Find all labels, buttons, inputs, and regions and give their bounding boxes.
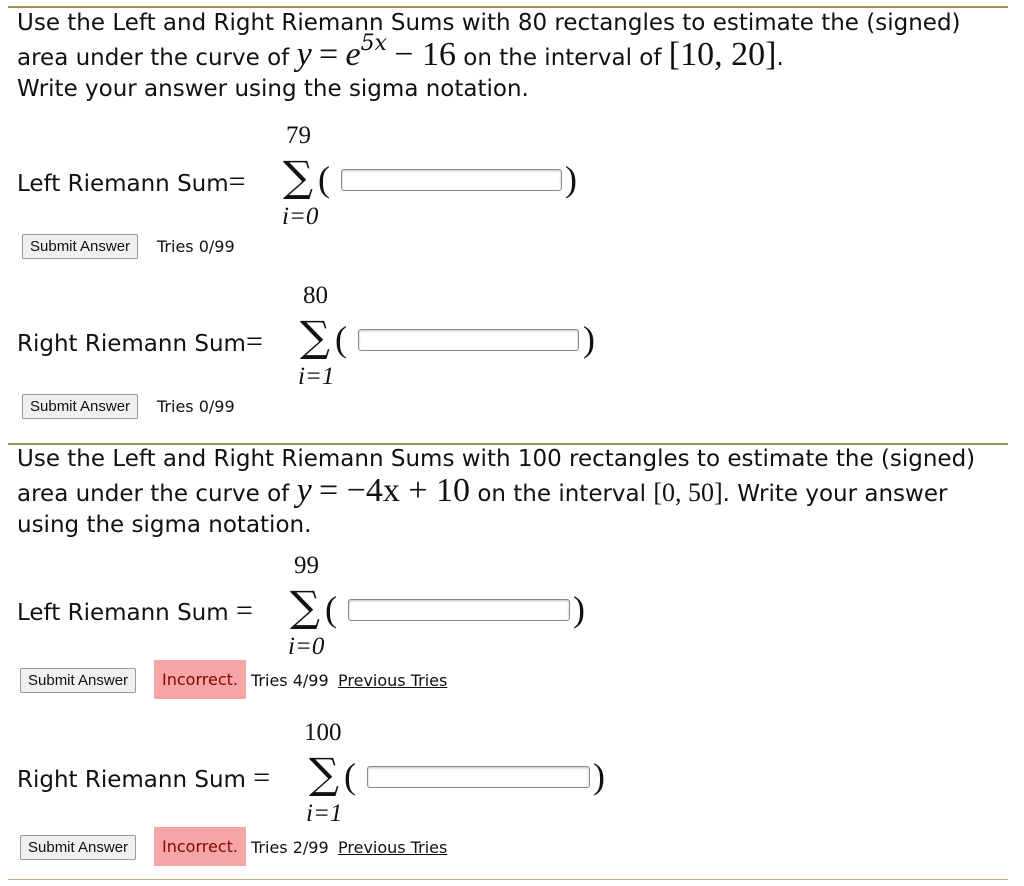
sigma-upper-limit: 99 [294,552,319,579]
sigma-upper-limit: 79 [286,122,311,149]
previous-tries-link[interactable]: Previous Tries [338,838,448,857]
submit-answer-button[interactable]: Submit Answer [20,835,136,860]
left-sum-label-1: Left Riemann Sum= [17,165,246,198]
open-paren: ( [318,159,330,199]
equation: = −4x + 10 [318,472,470,509]
right-sum-label-1: Right Riemann Sum= [17,325,263,358]
close-paren: ) [593,756,605,796]
incorrect-status-badge: Incorrect. [154,827,246,866]
incorrect-status-badge: Incorrect. [154,660,246,699]
sigma-upper-limit: 100 [304,719,342,746]
equation-y: y [296,36,312,73]
right-sum-input-2[interactable] [367,766,590,788]
left-sum-label-2: Left Riemann Sum = [17,594,253,627]
open-paren: ( [344,756,356,796]
tries-counter: Tries 0/99 [157,397,235,416]
submit-answer-button[interactable]: Submit Answer [22,234,138,259]
right-sum-label-2: Right Riemann Sum = [17,761,271,794]
sigma-lower-limit: i=1 [298,363,335,390]
close-paren: ) [573,589,585,629]
tries-counter: Tries 2/99 [251,838,329,857]
left-sum-input-2[interactable] [348,599,570,621]
interval: [10, 20] [668,36,777,73]
problem-1-statement: Use the Left and Right Riemann Sums with 80 rectangles to estimate the (signed) area under the curve of $y = e^{5x} - 16$ on the interval of [10, 20]. Write your answer using the sigma notation. [17,10,961,102]
tries-counter: Tries 0/99 [157,237,235,256]
close-paren: ) [583,319,595,359]
sigma-icon: ∑ [283,152,313,201]
open-paren: ( [325,589,337,629]
tries-counter: Tries 4/99 [251,671,329,690]
interval: [0, 50] [653,478,723,507]
sigma-lower-limit: i=1 [306,800,343,827]
previous-tries-link[interactable]: Previous Tries [338,671,448,690]
right-sum-input-1[interactable] [358,329,579,351]
sigma-lower-limit: i=0 [288,633,325,660]
submit-answer-button[interactable]: Submit Answer [20,668,136,693]
sigma-icon: ∑ [300,312,330,361]
submit-answer-button[interactable]: Submit Answer [22,394,138,419]
left-sum-input-1[interactable] [341,169,562,191]
close-paren: ) [565,159,577,199]
open-paren: ( [335,319,347,359]
sigma-lower-limit: i=0 [282,203,319,230]
sigma-icon: ∑ [290,582,320,631]
sigma-upper-limit: 80 [303,282,328,309]
section-divider [8,879,1008,880]
problem-2-statement: Use the Left and Right Riemann Sums with 100 rectangles to estimate the (signed) area under the curve of y = −4x + 10 on the interval [0, 50]. Write your answer using the sigma notation. [17,446,976,538]
equation-exponent: 5x [360,31,387,56]
sigma-icon: ∑ [309,749,339,798]
